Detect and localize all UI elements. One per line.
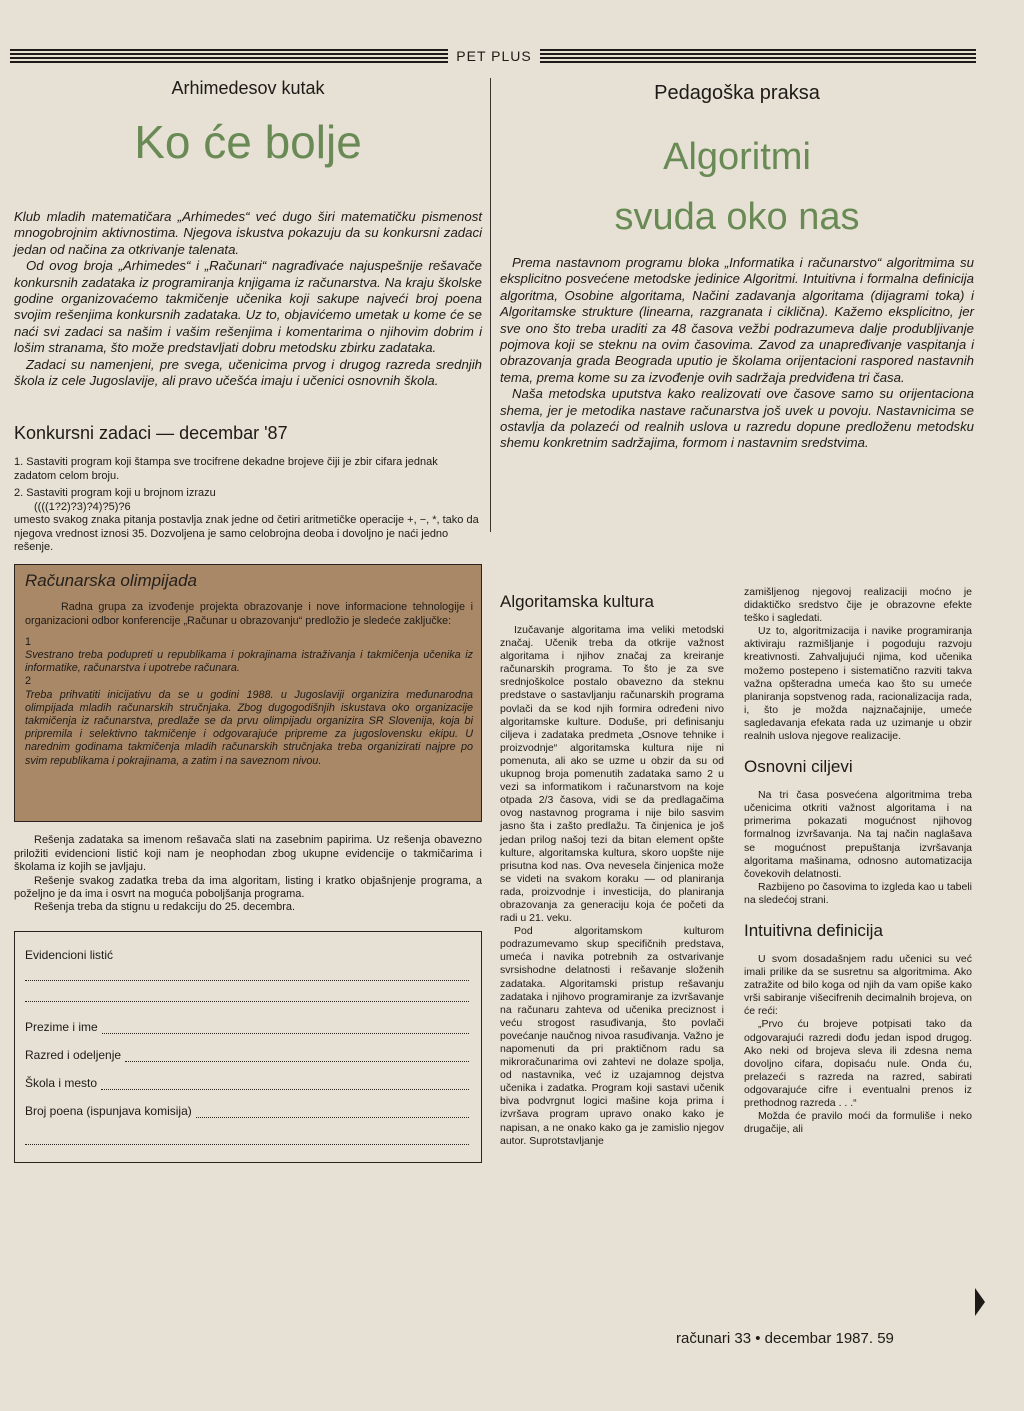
right-article xyxy=(500,72,974,452)
olympiad-box xyxy=(14,564,482,822)
olympiad-lead: Radna grupa za izvođenje projekta obrazovanje i nove informacione tehnologije i organizacioni odbor konferencije „Računar u obrazovanju“ predložio je sledeće zaključke: xyxy=(25,601,473,627)
rule-paragraph: Rešenja treba da stignu u redakciju do 25. decembra. xyxy=(34,901,296,914)
olympiad-heading: Računarska olimpijada xyxy=(25,571,197,591)
section-heading: Intuitivna definicija xyxy=(744,920,883,940)
form-fill-line xyxy=(125,1051,469,1062)
body-paragraph: Razbijeno po časovima to izgleda kao u tabeli na sledećoj strani. xyxy=(744,880,972,906)
olympiad-conclusion: Treba prihvatiti inicijativu da se u godini 1988. u Jugoslaviji organizira međunarodna olimpijada mladih računarskih stručnjaka. Zbog dugogodišnjih iskustava oko organizacije takmičenja iz računarstva, predlaže se da prvu olimpijadu organizira SR Slovenija, koja bi pripremila i selektivno takmičenje i odgovarajuće pripreme za jugoslovensku ekipu. U narednim godinama takmičenja mladih računarskih stručnjaka treba organizirati najpre po svim republikama i pokrajinama, a zatim i na saveznom nivou. xyxy=(25,688,473,767)
form-row-points xyxy=(25,1090,469,1118)
form-title: Evidencioni listić xyxy=(25,947,114,962)
header-rule-right xyxy=(540,49,976,63)
form-label: Broj poena (ispunjava komisija) xyxy=(25,1103,192,1118)
right-intro-paragraph: Naša metodska uputstva kako realizovati ove časove samo su orijentaciona shema, jer je metodika nastave računarstva još uvek u povoju. Nastavnicima se ostavlja da polazeći od realnih uslova u razredu dopune predloženu metodsku shemu konkretnim sadržajima, formom i nastavnim sredstvima. xyxy=(500,386,974,451)
page-footer: računari 33 • decembar 1987. 59 xyxy=(676,1330,894,1347)
rule-paragraph: Rešenje svakog zadatka treba da ima algoritam, listing i kratko objašnjenje programa, a poželjno je da ima i osvrt na moguća poboljšanja programa. xyxy=(14,874,482,900)
header-band xyxy=(10,44,976,68)
form-row-school xyxy=(25,1062,469,1090)
form-fill-line xyxy=(196,1107,469,1118)
contest-expression: ((((1?2)?3)?4)?5)?6 xyxy=(34,500,131,513)
form-fill-line xyxy=(102,1023,469,1034)
body-column-b xyxy=(744,586,972,1136)
form-label: Škola i mesto xyxy=(25,1075,98,1090)
olympiad-conclusion: Svestrano treba podupreti u republikama i pokrajinama istraživanja i takmičenja učenika iz informatike, računarstva i upotrebe računara. xyxy=(25,648,473,675)
registration-form xyxy=(14,931,482,1163)
form-row-name xyxy=(25,1006,469,1034)
contest-heading: Konkursni zadaci — decembar '87 xyxy=(14,423,288,444)
body-paragraph: Uz to, algoritmizacija i navike programiranja aktiviraju razmišljanje i pogoduju razvoju kreativnosti. Zahvaljujući njima, kod učenika možemo postepeno i sistematično razviti takva važna opšteradna umeća kao što su umeće planiranja sopstvenog rada, racionalizacija rada, i, što je možda najznačajnije, umeće sagledavanja efekata rada uz uzimanje u obzir realnih uslova njegove realizacije. xyxy=(744,625,972,743)
body-paragraph: Izučavanje algoritama ima veliki metodski značaj. Učenik treba da otkrije važnost algoritama i njihov značaj za kreiranje računarskih programa. To što je za sve srednjoškolce postalo obavezno da steknu predstave o sastavljanju računarskih programa povlači da se kod njih formira određeni nivo algoritamske kulture. Doduše, pri definisanju ciljeva i zadataka predmeta „Osnove tehnike i proizvodnje“ algoritamska kultura nije ni pomenuta, ali ako se uzme u obzir da su od ukupnog broja pomenutih zadataka samo 2 u vezi sa informatikom i računarstvom na koje otpada 2/3 časova, vidi se da predlagačima ovog nastavnog programa i nije bilo sasvim jasno šta i zašto predlažu. Ta činjenica je još jedan prilog našoj tezi da bitan element opšte kulture, algoritamska kultura, skoro uopšte nije prisutna kod nas. Ova nevesela činjenica može se videti na svakom koraku — od planiranja rada, proizvodnje i investicija, do planiranja obrazovanja za generaciju koja će početi da radi u 21. veku. xyxy=(500,624,724,925)
contest-task-continued: umesto svakog znaka pitanja postavlja znak jedne od četiri aritmetičke operacije +, −, *, tako da njegova vrednost iznosi 35. Dozvoljena je samo celobrojna deoba i dovoljno je naći jedno rešenje. xyxy=(14,514,479,553)
continue-arrow-icon xyxy=(975,1288,985,1316)
olympiad-number: 1 xyxy=(25,635,32,648)
header-band-title: PET PLUS xyxy=(456,48,532,64)
left-intro-paragraph: Zadaci su namenjeni, pre svega, učenicima prvog i drugog razreda srednjih škola iz cele Jugoslavije, ali pravo učešća imaju i učenici osnovnih škola. xyxy=(14,356,482,389)
header-rule-left xyxy=(10,49,448,63)
left-article xyxy=(14,72,482,1163)
right-intro-paragraph: Prema nastavnom programu bloka „Informatika i računarstvo“ algoritmima su eksplicitno posvećene metodske jedinice Algoritmi. Intuitivna i formalna definicija algoritma, Osobine algoritama, Načini zadavanja algoritama (dijagrami toka) i Algoritamske strukture (linearna, razgranata i ciklična). Kažemo eksplicitno, jer sve ono što treba uraditi za 48 časova vežbi podrazumeva dalje produbljivanje pojmova koji se steknu na ovim časovima. Zavod za unapređivanje vaspitanja i obrazovanja grada Beograda uputio je školama orijentacioni raspored nastavnih tema, prema kome su za izvođenje ovih sadržaja predviđena tri časa. xyxy=(500,255,974,385)
left-intro-paragraph: Klub mladih matematičara „Arhimedes“ već dugo širi matematičku pismenost mnogobrojnim aktivnostima. Njegova iskustva pokazuju da su konkursni zadaci jedan od načina za otkrivanje talenata. xyxy=(14,209,482,257)
right-headline-line: Algoritmi xyxy=(663,136,811,178)
section-heading: Algoritamska kultura xyxy=(500,592,655,611)
body-paragraph: Pod algoritamskom kulturom podrazumevamo skup specifičnih predstava, umeća i navika potrebnih za ostvarivanje svrsishodne delatnosti i rešavanje složenih zadataka. Algoritamski pristup rešavanju zadataka i njihovo programiranje za izvršavanje na računaru zahteva od učenika preciznost i veću strogost rasuđivanja, što povlači povećanje naučnog nivoa rasuđivanja. Važno je napomenuti da pri praktičnom radu sa mikroračunarima ovi zahtevi ne dolaze spolja, od nastavnika, već iz uzajamnog dejstva učenika i zadatka. Program koji sastavi učenik biva podvrgnut logici mašine koja prima i izvršava program upravo onako kako je napisan, a ne onako kako ga je zamislio njegov autor. Suprotstavljanje xyxy=(500,925,724,1147)
submission-rules xyxy=(14,834,482,914)
form-fill-line xyxy=(101,1079,469,1090)
column-divider xyxy=(490,78,491,532)
left-headline: Ko će bolje xyxy=(134,116,362,168)
form-blank-line xyxy=(25,985,469,1002)
body-paragraph: zamišljenog njegovoj realizaciji moćno je didaktičko sredstvo čije je obrazovne efekte teško i sagledati. xyxy=(744,586,972,625)
contest-task: 2. Sastaviti program koji u brojnom izrazu xyxy=(14,487,216,500)
right-headline-line: svuda oko nas xyxy=(614,196,860,238)
body-paragraph: Na tri časa posvećena algoritmima treba učenicima otkriti važnost algoritama i na primerima pokazati mogućnost njihovog formalnog izvršavanja. Na taj način naglašava se mogućnost prepuštanja izvršavanja algoritama mašinama, odnosno automatizacija čovekovih delatnosti. xyxy=(744,789,972,880)
body-paragraph: U svom dosadašnjem radu učenici su već imali prilike da se susretnu sa algoritmima. Ako zatražite od bilo koga od njih da vam opiše kako vrši sabiranje višecifrenih decimalnih brojeva, on će reći: xyxy=(744,952,972,1018)
form-label: Prezime i ime xyxy=(25,1019,98,1034)
right-headline xyxy=(500,127,974,247)
rule-paragraph: Rešenja zadataka sa imenom rešavača slati na zasebnim papirima. Uz rešenja obavezno priložiti evidencioni listić koji nam je neophodan zbog ukupne evidencije o takmičarima i školama iz kojih se javljaju. xyxy=(14,834,482,874)
olympiad-number: 2 xyxy=(25,675,32,688)
form-blank-line xyxy=(25,1128,469,1145)
body-paragraph: Možda će pravilo moći da formuliše i neko drugačije, ali xyxy=(744,1110,972,1136)
body-paragraph: „Prvo ću brojeve potpisati tako da odgovarajući razredi dođu jedan ispod drugog. Ako neki od brojeva sleva ili zdesna nema dovoljno cifara, dopisaću nule. Onda ću, prelazeći s razreda na razred, sabirati odgovarajuće cifre i eventualni prenos iz prethodnog razreda . . .“ xyxy=(744,1018,972,1109)
form-row-class xyxy=(25,1034,469,1062)
contest-task: 1. Sastaviti program koji štampa sve trocifrene dekadne brojeve čiji je zbir cifara jednak zadatom celom broju. xyxy=(14,456,438,482)
body-column-a xyxy=(500,586,724,1148)
left-kicker: Arhimedesov kutak xyxy=(171,78,325,98)
left-intro-paragraph: Od ovog broja „Arhimedes“ i „Računari“ nagrađivaće najuspešnije rešavače konkursnih zadataka iz programiranja knjigama iz računarstva. Na kraju školske godine organizovaćemo takmičenje učenika koji sakupe najveći broj poena svojim rešenjima konkursnih zadataka. Uz to, objavićemo umetak u kome će se naći svi zadaci sa našim i vašim rešenjima i komentarima o njihovim dobrim i lošim stranama, što može predstavljati dobru metodsku zbirku zadataka. xyxy=(14,258,482,356)
form-blank-line xyxy=(25,964,469,981)
form-label: Razred i odeljenje xyxy=(25,1047,122,1062)
right-kicker: Pedagoška praksa xyxy=(654,82,820,104)
section-heading: Osnovni ciljevi xyxy=(744,757,853,777)
